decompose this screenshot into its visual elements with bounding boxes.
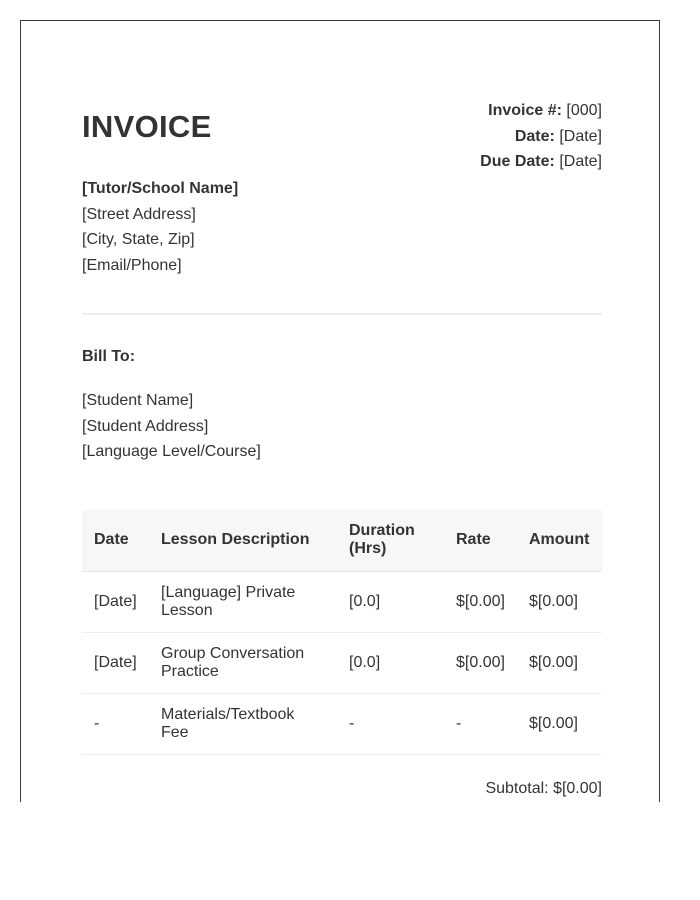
invoice-due-date-value: [Date] — [559, 153, 602, 170]
subtotal-line — [485, 779, 602, 799]
invoice-date-label: Date: — [514, 127, 555, 145]
cell-date: [Date] — [82, 632, 149, 693]
invoice-meta — [480, 98, 602, 175]
bill-to-heading: Bill To: — [82, 348, 136, 365]
subtotal-value: $[0.00] — [553, 780, 602, 797]
cell-rate: - — [444, 693, 517, 754]
table-row — [82, 632, 602, 693]
section-divider — [82, 313, 602, 315]
cell-rate: $[0.00] — [444, 571, 517, 632]
cell-date: - — [82, 693, 149, 754]
sender-name: [Tutor/School Name] — [82, 180, 239, 197]
header-duration: Duration (Hrs) — [337, 510, 444, 571]
table-row — [82, 571, 602, 632]
cell-amount: $[0.00] — [517, 571, 602, 632]
sender-address-block — [82, 176, 238, 278]
cell-rate: $[0.00] — [444, 632, 517, 693]
table-header-row — [82, 510, 602, 571]
cell-date: [Date] — [82, 571, 149, 632]
sender-city: [City, State, Zip] — [82, 231, 195, 248]
table-row — [82, 693, 602, 754]
invoice-page — [20, 20, 660, 802]
cell-duration: - — [337, 693, 444, 754]
header-date: Date — [82, 510, 149, 571]
cell-description: [Language] Private Lesson — [149, 571, 337, 632]
sender-contact: [Email/Phone] — [82, 256, 182, 274]
cell-duration: [0.0] — [337, 632, 444, 693]
header-rate: Rate — [444, 510, 517, 571]
invoice-due-date-line — [480, 149, 602, 175]
invoice-date-value: [Date] — [559, 127, 602, 145]
line-items-table — [82, 510, 602, 755]
invoice-date-line — [480, 124, 602, 150]
header-amount: Amount — [517, 510, 602, 571]
student-course: [Language Level/Course] — [82, 443, 261, 460]
sender-street: [Street Address] — [82, 205, 196, 223]
header-lesson-description: Lesson Description — [149, 510, 337, 571]
student-address: [Student Address] — [82, 417, 209, 435]
cell-amount: $[0.00] — [517, 693, 602, 754]
invoice-due-date-label: Due Date: — [480, 153, 555, 170]
cell-duration: [0.0] — [337, 571, 444, 632]
subtotal-label: Subtotal: — [485, 780, 549, 797]
invoice-number-value: [000] — [566, 102, 602, 119]
cell-amount: $[0.00] — [517, 632, 602, 693]
cell-description: Materials/Textbook Fee — [149, 693, 337, 754]
bill-to-block — [82, 388, 261, 465]
cell-description: Group Conversation Practice — [149, 632, 337, 693]
student-name: [Student Name] — [82, 392, 194, 409]
invoice-title: INVOICE — [82, 109, 212, 144]
invoice-number-line — [480, 98, 602, 124]
invoice-number-label: Invoice #: — [488, 102, 562, 119]
